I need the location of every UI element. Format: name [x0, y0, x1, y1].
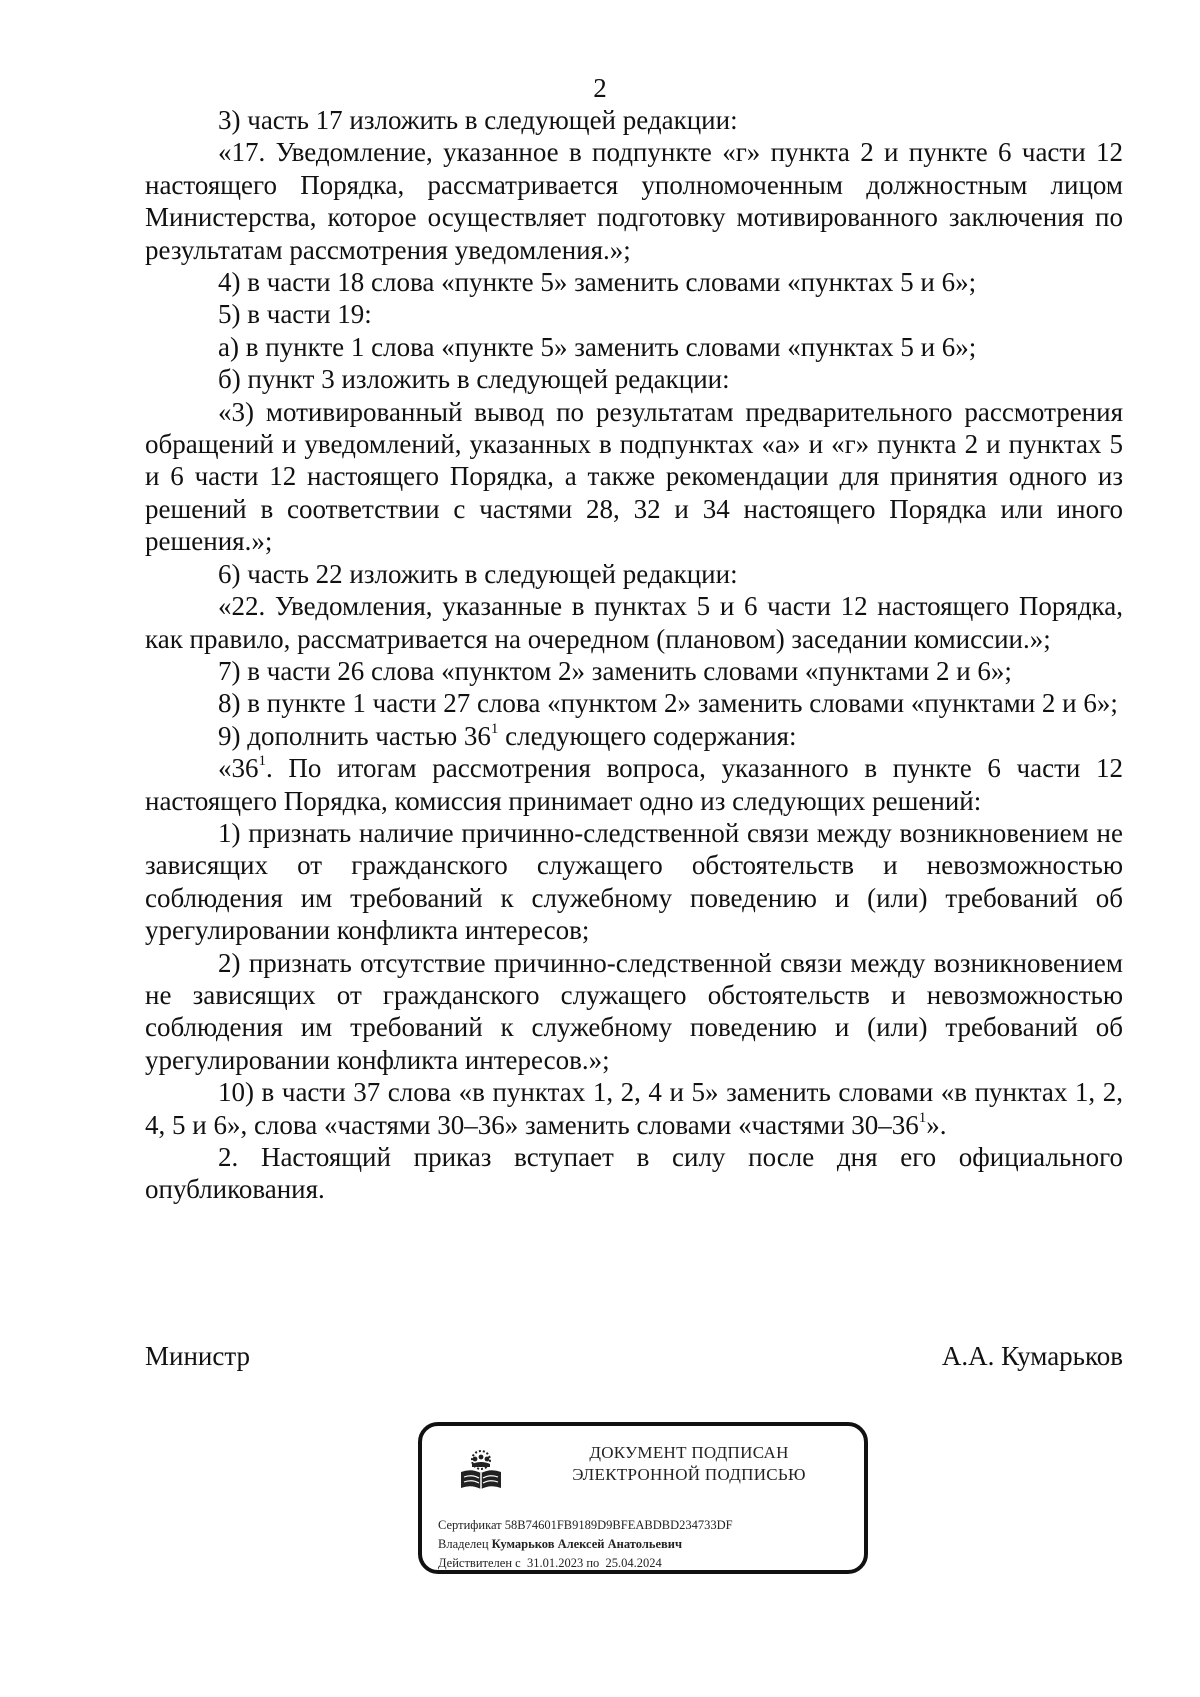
paragraph-text: 9) дополнить частью 36	[218, 720, 491, 751]
stamp-value: 25.04.2024	[605, 1556, 662, 1570]
stamp-owner	[438, 1535, 858, 1554]
page-number: 2	[593, 73, 607, 103]
paragraph: 4) в части 18 слова «пункте 5» заменить словами «пунктах 5 и 6»;	[218, 267, 977, 298]
paragraph: 1) признать наличие причинно-следственной связи между возникновением не зависящих от гражданского служащего обстоятельств и невозможностью соблюдения им требований к служебному поведению и (или) требований об урегулировании конфликта интересов;	[145, 817, 1123, 946]
paragraph: б) пункт 3 изложить в следующей редакции:	[218, 364, 730, 395]
paragraph: «3) мотивированный вывод по результатам предварительного рассмотрения обращений и уведомлений, указанных в подпунктах «а» и «г» пункта 2 и пунктах 5 и 6 части 12 настоящего Порядка, а также рекомендации для принятия одного из решений в соответствии с частями 28, 32 и 34 настоящего Порядка или иного решения.»;	[145, 396, 1123, 557]
superscript: 1	[258, 753, 266, 770]
stamp-heading-line: ДОКУМЕНТ ПОДПИСАН	[589, 1443, 789, 1462]
paragraph: 7) в части 26 слова «пунктом 2» заменить словами «пунктами 2 и 6»;	[218, 655, 1012, 686]
paragraph	[145, 1076, 1123, 1141]
paragraph-text: 10) в части 37 слова «в пунктах 1, 2, 4 и 5» заменить словами «в пунктах 1, 2, 4, 5 и 6», слова «частями 30–36» заменить словами «частями 30–36	[145, 1077, 1123, 1140]
paragraph: 2) признать отсутствие причинно-следственной связи между возникновением не зависящих от гражданского служащего обстоятельств и невозможностью соблюдения им требований к служебному поведению и (или) требований об урегулировании конфликта интересов.»;	[145, 947, 1123, 1075]
superscript: 1	[490, 720, 499, 737]
paragraph: 3) часть 17 изложить в следующей редакции:	[218, 105, 738, 135]
superscript: 1	[918, 1109, 927, 1126]
stamp-heading-line: ЭЛЕКТРОННОЙ ПОДПИСЬЮ	[572, 1465, 806, 1484]
signatory-role: Министр	[145, 1341, 250, 1371]
stamp-heading	[534, 1442, 844, 1486]
stamp-label: по	[586, 1556, 600, 1570]
stamp-certificate	[438, 1516, 858, 1535]
stamp-label: Владелец	[438, 1537, 489, 1551]
paragraph: «17. Уведомление, указанное в подпункте «г» пункта 2 и пункте 6 части 12 настоящего Порядка, рассматривается уполномоченным должностным лицом Министерства, которое осуществляет подготовку мотивированного заключения по результатам рассмотрения уведомления.»;	[145, 137, 1123, 265]
electronic-signature-stamp	[418, 1422, 868, 1574]
paragraph-text: . По итогам рассмотрения вопроса, указанного в пункте 6 части 12 настоящего Порядка, комиссия принимает одно из следующих решений:	[145, 753, 1123, 816]
paragraph: 8) в пункте 1 части 27 слова «пунктом 2» заменить словами «пунктами 2 и 6»;	[218, 688, 1118, 719]
paragraph	[145, 752, 1123, 817]
paragraph-text: следующего содержания:	[498, 720, 797, 751]
paragraph: а) в пункте 1 слова «пункте 5» заменить словами «пунктах 5 и 6»;	[218, 331, 977, 362]
stamp-label: Сертификат	[438, 1518, 502, 1532]
stamp-validity	[438, 1554, 858, 1573]
document-body	[145, 104, 1123, 1206]
paragraph: «22. Уведомления, указанные в пунктах 5 и 6 части 12 настоящего Порядка, как правило, рассматривается на очередном (плановом) заседании комиссии.»;	[145, 591, 1123, 654]
paragraph	[145, 720, 1123, 752]
stamp-label: Действителен с	[438, 1556, 521, 1570]
paragraph-text: «36	[218, 753, 259, 784]
paragraph-text: ».	[926, 1109, 947, 1140]
signatory-name: А.А. Кумарьков	[941, 1341, 1123, 1371]
state-emblem-icon	[458, 1448, 504, 1494]
stamp-value: Кумарьков Алексей Анатольевич	[491, 1537, 683, 1551]
stamp-value: 31.01.2023	[526, 1556, 584, 1570]
stamp-details	[438, 1516, 858, 1573]
paragraph: 2. Настоящий приказ вступает в силу после дня его официального опубликования.	[145, 1142, 1123, 1205]
signature-block	[145, 1340, 1123, 1380]
paragraph: 6) часть 22 изложить в следующей редакции:	[218, 558, 738, 589]
stamp-value: 58B74601FB9189D9BFEABDBD234733DF	[504, 1518, 733, 1532]
paragraph: 5) в части 19:	[218, 299, 372, 330]
